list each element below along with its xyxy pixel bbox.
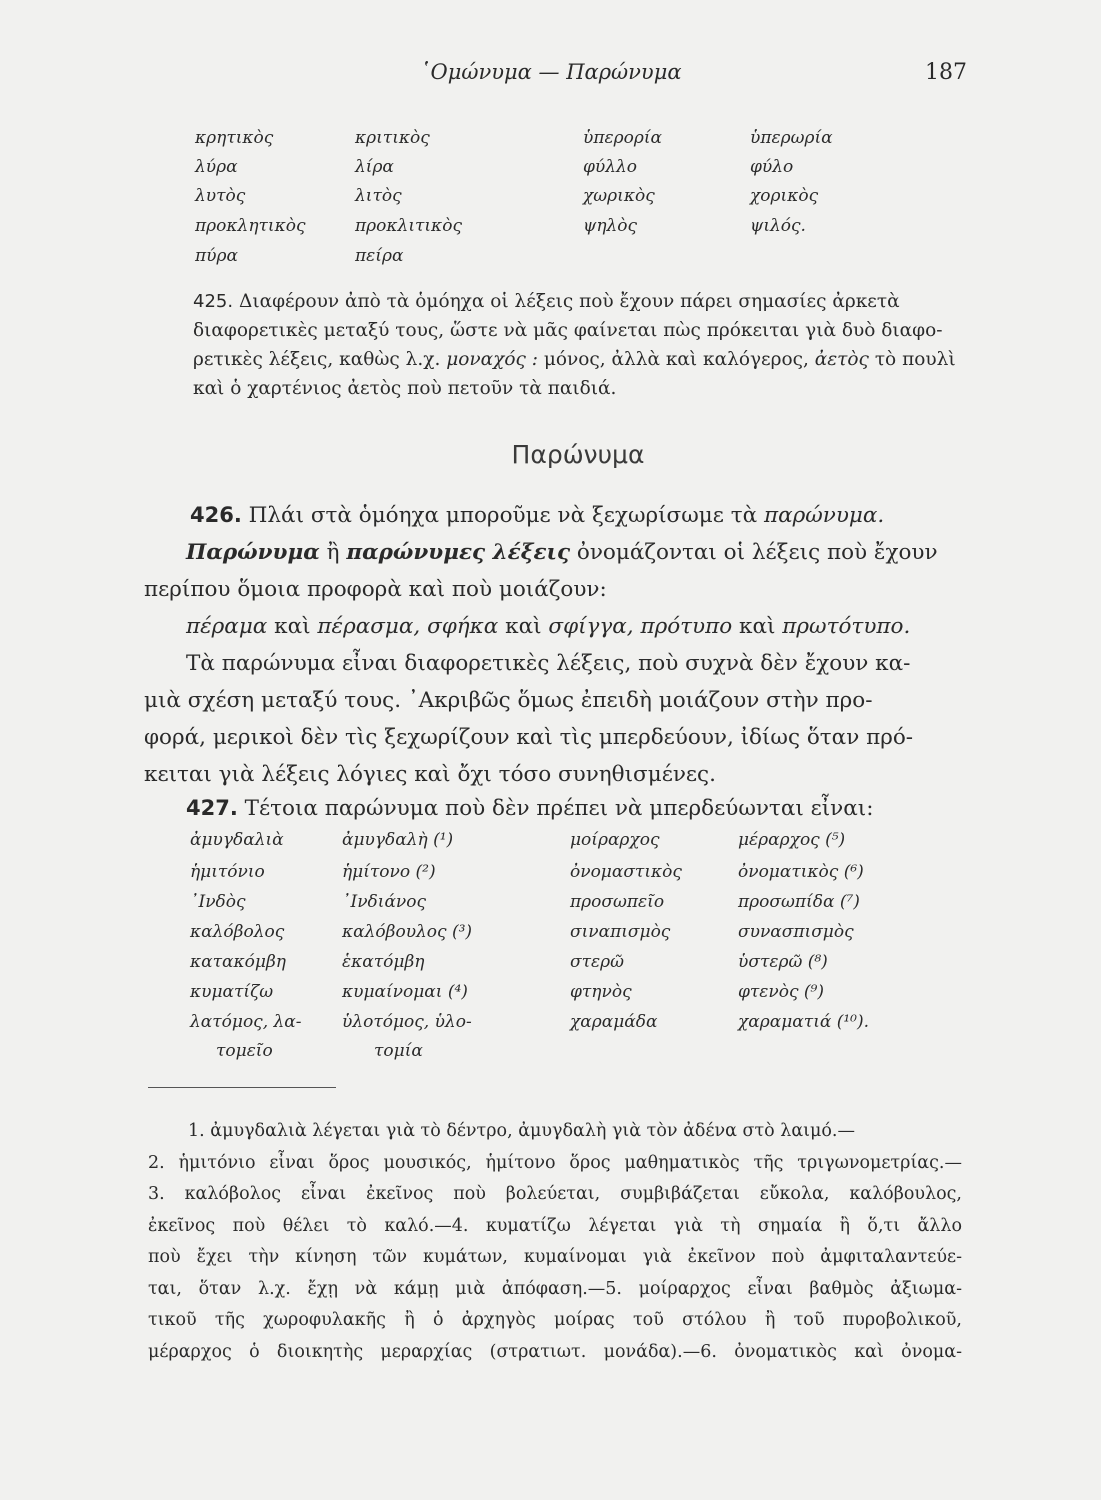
table-cell: μοίραρχος — [570, 830, 660, 850]
text-line: διαφορετικὲς μεταξύ τους, ὥστε νὰ μᾶς φαίνεται πὼς πρόκειται γιὰ δυὸ διαφο- — [193, 320, 943, 341]
footnote-line: ποὺ ἔχει τὴν κίνηση τῶν κυμάτων, κυμαίνομαι γιὰ ἐκεῖνον ποὺ ἀμφιταλαντεύε- — [148, 1247, 962, 1267]
text-line: τὸ πουλὶ — [874, 349, 956, 370]
table-cell: φύλλο — [583, 157, 638, 177]
footnote-line: ται, ὅταν λ.χ. ἔχῃ νὰ κάμῃ μιὰ ἀπόφαση.—5. μοίραρχος εἶναι βαθμὸς ἀξιωμα- — [148, 1278, 962, 1299]
conjunction: καὶ — [505, 614, 542, 639]
table-cell: ἑκατόμβη — [342, 952, 425, 972]
table-cell: χωρικὸς — [583, 186, 655, 206]
table-cell: πύρα — [195, 246, 238, 266]
bold-term: Παρώνυμα — [186, 540, 320, 565]
table-cell: συνασπισμὸς — [738, 922, 854, 942]
paragraph-number: 425. — [193, 291, 234, 312]
table-cell: σιναπισμὸς — [570, 922, 671, 942]
italic-term: μοναχός : — [446, 349, 538, 370]
conjunction: καὶ — [739, 614, 776, 639]
table-cell: ἡμιτόνιο — [190, 862, 265, 882]
table-cell: ὑστερῶ (⁸) — [738, 952, 828, 972]
paragraph-427 — [186, 790, 968, 827]
table-cell: τομία — [374, 1041, 423, 1061]
table-cell: ὀνοματικὸς (⁶) — [738, 862, 864, 882]
text-line: κειται γιὰ λέξεις λόγιες καὶ ὄχι τόσο συνηθισμένες. — [144, 762, 716, 787]
footnotes — [148, 1116, 962, 1368]
example-word: πέρασμα, σφήκα — [317, 614, 499, 639]
footnote-line: μέραρχος ὁ διοικητὴς μεραρχίας (στρατιωτ. μονάδα).—6. ὀνοματικὸς καὶ ὀνομα- — [148, 1341, 962, 1362]
table-cell: ψιλός. — [750, 216, 806, 236]
table-cell: χαραματιά (¹⁰). — [738, 1012, 870, 1032]
text-line: Τὰ παρώνυμα εἶναι διαφορετικὲς λέξεις, ποὺ συχνὰ δὲν ἔχουν κα- — [186, 651, 911, 676]
table-cell: κριτικὸς — [355, 128, 430, 148]
table-cell: τομεῖο — [216, 1041, 273, 1061]
table-cell: πείρα — [355, 246, 404, 266]
text-line: μόνος, ἀλλὰ καὶ καλόγερος, — [543, 349, 809, 370]
table-cell: προκλητικὸς — [195, 216, 306, 236]
table-cell: λιτὸς — [355, 186, 402, 206]
table-cell: φτηνὸς — [570, 982, 632, 1002]
footnote-line: 2. ἡμιτόνιο εἶναι ὅρος μουσικός, ἡμίτονο ὅρος μαθηματικὸς τῆς τριγωνομετρίας.— — [148, 1152, 962, 1173]
table-cell: ᾿Ινδὸς — [190, 892, 246, 912]
table-cell: ἀμυγδαλὴ (¹) — [342, 830, 454, 850]
paragraph-425 — [193, 287, 963, 403]
table-cell: καλόβολος — [190, 922, 285, 942]
example-line — [186, 608, 968, 645]
text-line: καὶ ὁ χαρτένιος ἀετὸς ποὺ πετοῦν τὰ παιδιά. — [193, 378, 617, 399]
example-word: σφίγγα, πρότυπο — [548, 614, 733, 639]
table-cell: μέραρχος (⁵) — [738, 830, 846, 850]
table-cell: ᾿Ινδιάνος — [342, 892, 427, 912]
text-line: ὀνομάζονται οἱ λέξεις ποὺ ἔχουν — [576, 540, 938, 565]
table-cell: λύρα — [195, 157, 238, 177]
footnote-line: 1. ἀμυγδαλιὰ λέγεται γιὰ τὸ δέντρο, ἀμυγδαλὴ γιὰ τὸν ἀδένα στὸ λαιμό.— — [188, 1121, 855, 1141]
italic-term: παρώνυμα. — [763, 503, 885, 528]
table-cell: ὑπερορία — [583, 128, 662, 148]
bold-term: παρώνυμες λέξεις — [346, 540, 571, 565]
table-cell: ψηλὸς — [583, 216, 638, 236]
table-cell: ἡμίτονο (²) — [342, 862, 436, 882]
table-cell: ὀνομαστικὸς — [570, 862, 682, 882]
text-line: Διαφέρουν ἀπὸ τὰ ὁμόηχα οἱ λέξεις ποὺ ἔχουν πάρει σημασίες ἀρκετὰ — [238, 291, 900, 312]
table-cell: κυματίζω — [190, 982, 274, 1002]
conjunction: καὶ — [274, 614, 311, 639]
table-cell: χορικὸς — [750, 186, 819, 206]
footnote-separator — [148, 1087, 336, 1088]
text-line: Τέτοια παρώνυμα ποὺ δὲν πρέπει νὰ μπερδεύωνται εἶναι: — [244, 796, 874, 821]
table-cell: λατόμος, λα- — [190, 1012, 302, 1032]
running-head: ῾Ομώνυμα — Παρώνυμα — [420, 60, 682, 84]
table-cell: ὑλοτόμος, ὑλο- — [342, 1012, 472, 1032]
table-cell: φύλο — [750, 157, 794, 177]
table-cell: ὑπερωρία — [750, 128, 833, 148]
table-cell: λυτὸς — [195, 186, 246, 206]
text-line: ἢ — [326, 540, 340, 565]
footnote-line: 3. καλόβολος εἶναι ἐκεῖνος ποὺ βολεύεται, συμβιβάζεται εὔκολα, καλόβουλος, — [148, 1184, 962, 1204]
text-line: Πλάι στὰ ὁμόηχα μποροῦμε νὰ ξεχωρίσωμε τὰ — [248, 503, 758, 528]
table-cell: προκλιτικὸς — [355, 216, 462, 236]
footnote-line: τικοῦ τῆς χωροφυλακῆς ἢ ὁ ἀρχηγὸς μοίρας τοῦ στόλου ἢ τοῦ πυροβολικοῦ, — [148, 1310, 962, 1330]
example-word: πέραμα — [186, 614, 268, 639]
table-cell: στερῶ — [570, 952, 624, 972]
table-cell: ἀμυγδαλιὰ — [190, 830, 284, 850]
table-cell: λίρα — [355, 157, 394, 177]
footnote-line: ἐκεῖνος ποὺ θέλει τὸ καλό.—4. κυματίζω λέγεται γιὰ τὴ σημαία ἢ ὅ,τι ἄλλο — [148, 1215, 962, 1236]
table-cell: κρητικὸς — [195, 128, 274, 148]
example-word: πρωτότυπο. — [782, 614, 911, 639]
paragraph-426 — [144, 497, 968, 793]
italic-term: ἀετὸς — [814, 349, 869, 370]
paragraph-number: 426. — [190, 503, 242, 527]
table-cell: προσωπίδα (⁷) — [738, 892, 860, 912]
text-line: φορά, μερικοὶ δὲν τὶς ξεχωρίζουν καὶ τὶς μπερδεύουν, ἰδίως ὅταν πρό- — [144, 725, 914, 750]
page-number: 187 — [925, 60, 967, 85]
text-line: ρετικὲς λέξεις, καθὼς λ.χ. — [193, 349, 441, 370]
table-cell: φτενὸς (⁹) — [738, 982, 825, 1002]
text-line: μιὰ σχέση μεταξύ τους. ᾿Ακριβῶς ὅμως ἐπειδὴ μοιάζουν στὴν προ- — [144, 688, 873, 713]
table-cell: κυμαίνομαι (⁴) — [342, 982, 468, 1002]
table-cell: κατακόμβη — [190, 952, 286, 972]
table-cell: προσωπεῖο — [570, 892, 665, 912]
text-line: περίπου ὅμοια προφορὰ καὶ ποὺ μοιάζουν: — [144, 577, 607, 602]
table-cell: καλόβουλος (³) — [342, 922, 473, 942]
table-cell: χαραμάδα — [570, 1012, 658, 1032]
paragraph-number: 427. — [186, 796, 238, 820]
section-heading: Παρώνυμα — [511, 440, 645, 469]
